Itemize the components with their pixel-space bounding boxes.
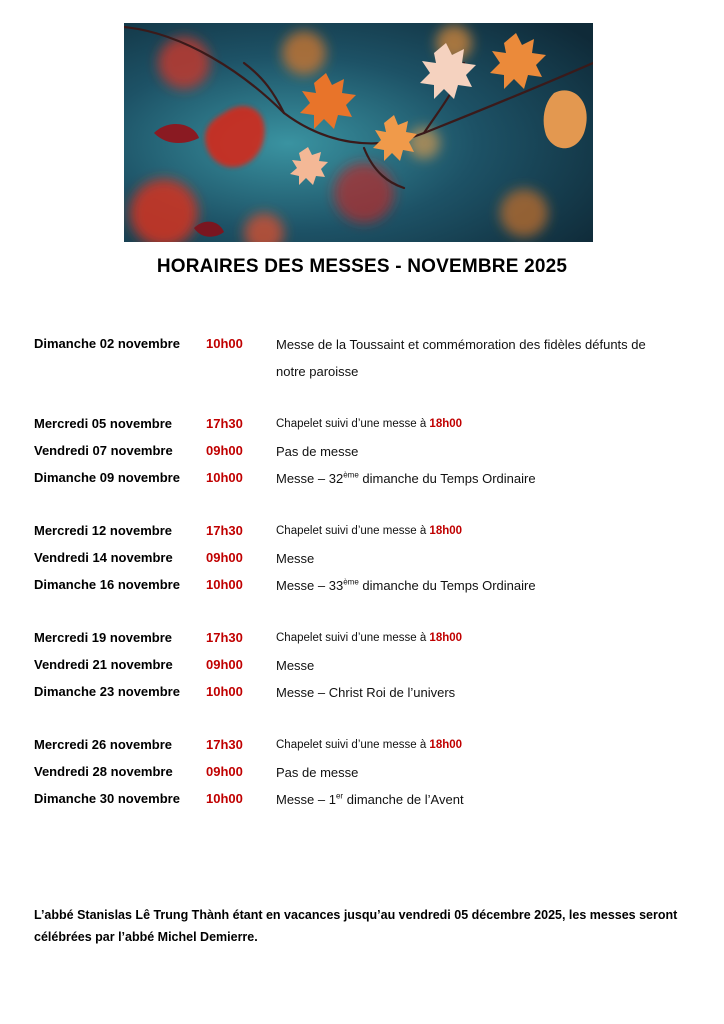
schedule-time: 09h00 bbox=[206, 443, 243, 458]
schedule-day: Vendredi 28 novembre bbox=[34, 764, 173, 779]
schedule-time: 17h30 bbox=[206, 630, 243, 645]
schedule-time: 10h00 bbox=[206, 470, 243, 485]
schedule-description: Messe – 33ème dimanche du Temps Ordinaire bbox=[276, 577, 536, 593]
schedule-row bbox=[34, 548, 674, 575]
schedule-day: Mercredi 12 novembre bbox=[34, 523, 173, 538]
schedule-time: 09h00 bbox=[206, 550, 243, 565]
schedule-time: 17h30 bbox=[206, 523, 243, 538]
schedule-time: 17h30 bbox=[206, 737, 243, 752]
mass-schedule bbox=[34, 334, 674, 816]
schedule-time: 10h00 bbox=[206, 336, 243, 351]
autumn-leaves-banner bbox=[124, 23, 593, 242]
schedule-day: Vendredi 21 novembre bbox=[34, 657, 173, 672]
schedule-description: Messe – Christ Roi de l’univers bbox=[276, 685, 456, 700]
schedule-row bbox=[34, 468, 674, 495]
schedule-time: 09h00 bbox=[206, 764, 243, 779]
schedule-time: 09h00 bbox=[206, 657, 243, 672]
schedule-description: Pas de messe bbox=[276, 765, 359, 780]
schedule-row bbox=[34, 628, 674, 655]
schedule-row bbox=[34, 334, 674, 388]
schedule-day: Vendredi 14 novembre bbox=[34, 550, 173, 565]
schedule-time: 10h00 bbox=[206, 684, 243, 699]
schedule-description: Chapelet suivi d’une messe à 18h00 bbox=[276, 739, 463, 751]
schedule-day: Dimanche 30 novembre bbox=[34, 791, 180, 806]
schedule-description: Chapelet suivi d’une messe à 18h00 bbox=[276, 525, 463, 537]
schedule-day: Mercredi 26 novembre bbox=[34, 737, 173, 752]
schedule-day: Dimanche 23 novembre bbox=[34, 684, 180, 699]
schedule-time: 10h00 bbox=[206, 791, 243, 806]
schedule-description: Messe bbox=[276, 658, 315, 673]
schedule-description: Messe de la Toussaint et commémoration des fidèles défunts de notre paroisse bbox=[276, 337, 646, 379]
page-title: HORAIRES DES MESSES - NOVEMBRE 2025 bbox=[156, 256, 568, 277]
schedule-row bbox=[34, 682, 674, 709]
schedule-description: Pas de messe bbox=[276, 444, 359, 459]
schedule-row bbox=[34, 735, 674, 762]
schedule-time: 10h00 bbox=[206, 577, 243, 592]
schedule-time: 17h30 bbox=[206, 416, 243, 431]
autumn-leaves-icon bbox=[124, 23, 593, 242]
schedule-row bbox=[34, 789, 674, 816]
schedule-row bbox=[34, 441, 674, 468]
schedule-day: Mercredi 19 novembre bbox=[34, 630, 173, 645]
schedule-description: Chapelet suivi d’une messe à 18h00 bbox=[276, 632, 463, 644]
schedule-day: Dimanche 09 novembre bbox=[34, 470, 180, 485]
schedule-day: Dimanche 02 novembre bbox=[34, 336, 180, 351]
schedule-description: Messe – 32ème dimanche du Temps Ordinaire bbox=[276, 470, 536, 486]
footer-note: L’abbé Stanislas Lê Trung Thành étant en vacances jusqu’au vendredi 05 décembre 2025, les messes seront célébrées par l’abbé Michel Demierre. bbox=[34, 908, 678, 944]
schedule-row bbox=[34, 762, 674, 789]
schedule-row bbox=[34, 414, 674, 441]
schedule-row bbox=[34, 521, 674, 548]
schedule-description: Chapelet suivi d’une messe à 18h00 bbox=[276, 418, 463, 430]
schedule-row bbox=[34, 655, 674, 682]
schedule-row bbox=[34, 575, 674, 602]
schedule-description: Messe bbox=[276, 551, 315, 566]
schedule-day: Vendredi 07 novembre bbox=[34, 443, 173, 458]
schedule-day: Dimanche 16 novembre bbox=[34, 577, 180, 592]
schedule-description: Messe – 1er dimanche de l’Avent bbox=[276, 791, 464, 807]
schedule-day: Mercredi 05 novembre bbox=[34, 416, 173, 431]
